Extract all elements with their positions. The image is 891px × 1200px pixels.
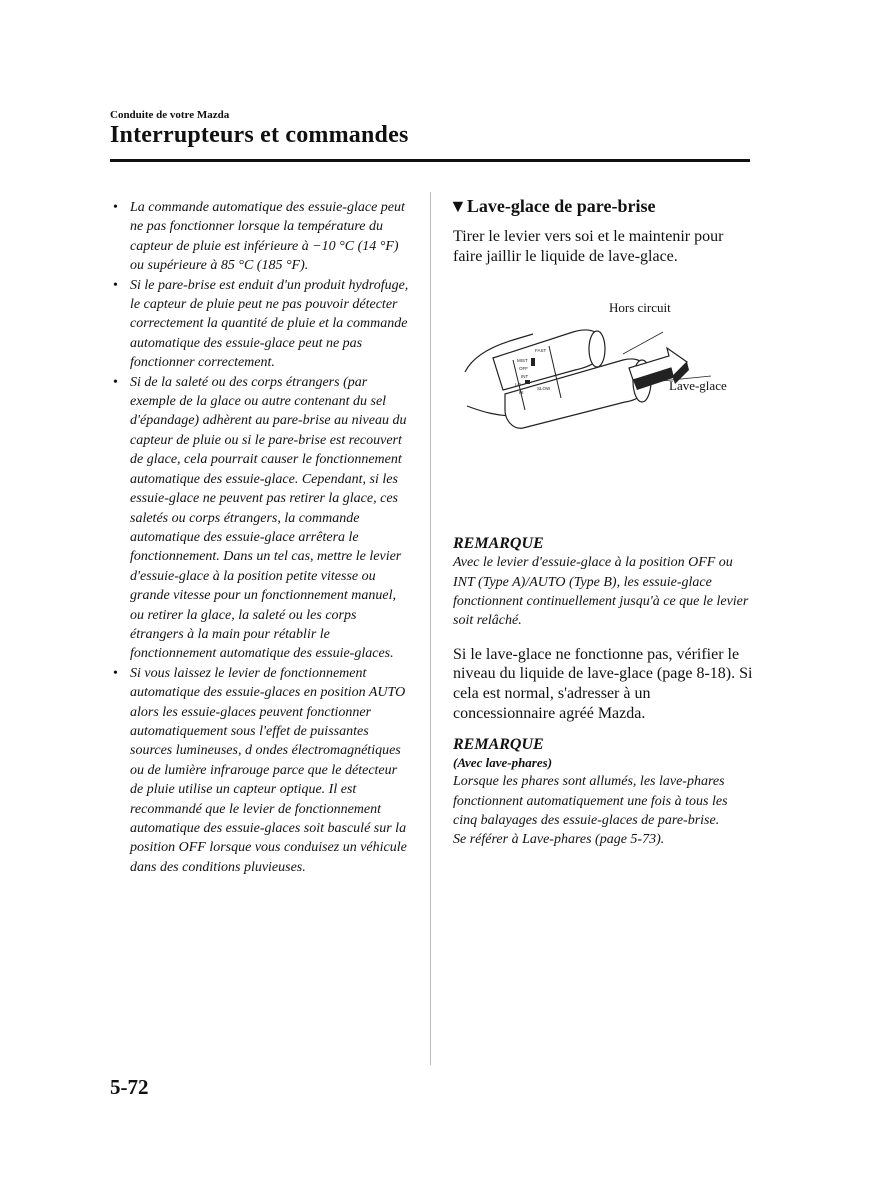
triangle-down-icon: ▼ bbox=[449, 196, 467, 216]
bullet-item bbox=[112, 664, 412, 877]
note-block-2 bbox=[453, 735, 753, 850]
column-divider bbox=[430, 192, 431, 1065]
bullet-text: Si vous laissez le levier de fonctionnement automatique des essuie-glaces en position AUTO alors les essuie-glaces peuvent fonctionner automatiquement sous l'effet de puissantes sources lumineuses, d ondes électromagnétiques ou de lumière infrarouge parce que le détecteur de pluie utilise un capteur optique. Il est recommandé que le levier de fonctionnement automatique des essuie-glaces soit basculé sur la position OFF lorsque vous conduisez un véhicule dans des conditions pluvieuses. bbox=[130, 665, 407, 875]
lever-mark: INT bbox=[521, 374, 529, 380]
bullet-text: La commande automatique des essuie-glace peut ne pas fonctionner lorsque la température du capteur de pluie est inférieure à −10 °C (14 °F) ou supérieure à 85 °C (185 °F). bbox=[130, 200, 405, 274]
label-lave-glace: Lave-glace bbox=[669, 378, 727, 394]
page-number: 5-72 bbox=[110, 1075, 149, 1099]
lever-mark: HI bbox=[519, 390, 524, 396]
right-column bbox=[449, 196, 753, 850]
bullet-list bbox=[112, 198, 412, 877]
bullet-dot: • bbox=[113, 277, 118, 293]
bullet-item bbox=[112, 198, 412, 276]
bullet-item bbox=[112, 276, 412, 373]
note-subtitle: (Avec lave-phares) bbox=[453, 755, 553, 771]
bullet-dot: • bbox=[113, 665, 118, 681]
section-title: ▼Lave-glace de pare-brise bbox=[449, 196, 656, 216]
left-column bbox=[112, 198, 412, 877]
wiper-lever-diagram bbox=[453, 300, 753, 462]
note-reference: Se référer à Lave-phares (page 5-73). bbox=[453, 832, 665, 848]
washer-check-paragraph: Si le lave-glace ne fonctionne pas, vérifier le niveau du liquide de lave-glace (page 8-18). Si cela est normal, s'adresser à un concessionnaire agréé Mazda. bbox=[453, 645, 753, 722]
lever-mark: MIST bbox=[517, 358, 528, 364]
intro-text: Tirer le levier vers soi et le maintenir pour faire jaillir le liquide de lave-glace. bbox=[453, 228, 724, 265]
lever-mark: FAST bbox=[535, 348, 547, 354]
lever-mark: LO bbox=[515, 382, 522, 388]
bullet-text: Si le pare-brise est enduit d'un produit hydrofuge, le capteur de pluie peut ne pas pouvoir détecter correctement la quantité de pluie et la commande automatique des essuie-glace peut ne pas fonctionner correctement. bbox=[130, 277, 409, 371]
bullet-dot: • bbox=[113, 374, 118, 390]
note-text: Lorsque les phares sont allumés, les lave-phares fonctionnent automatiquement une fois à tous les cinq balayages des essuie-glaces de pare-brise. bbox=[453, 774, 728, 828]
page-title: Interrupteurs et commandes bbox=[110, 122, 409, 148]
header-rule bbox=[110, 159, 750, 162]
note-title: REMARQUE bbox=[453, 736, 544, 754]
lever-mark: OFF bbox=[519, 366, 528, 372]
bullet-dot: • bbox=[113, 200, 118, 215]
note-block-1 bbox=[453, 534, 753, 631]
note-text: Avec le levier d'essuie-glace à la position OFF ou INT (Type A)/AUTO (Type B), les essuie-glace fonctionnent continuellement jusqu'à ce que le levier soit relâché. bbox=[453, 555, 749, 629]
bullet-text: Si de la saleté ou des corps étrangers (par exemple de la glace ou autre contenant du sel d'épandage) adhèrent au pare-brise au niveau du capteur de pluie ou si le pare-brise est recouvert de glace, cela pourrait causer le fonctionnement automatique des essuie-glace. Cependant, si les essuie-glace ne peuvent pas retirer la glace, ces saletés ou corps étrangers, la commande automatique des essuie-glace arrêtera le fonctionnement. Dans un tel cas, mettre le levier d'essuie-glace à la position petite vitesse ou grande vitesse pour un fonctionnement manuel, ou retirer la glace, la saleté ou les corps étrangers à la main pour rétablir le fonctionnement automatique des essuie-glaces. bbox=[130, 374, 407, 662]
running-header-section: Conduite de votre Mazda bbox=[110, 109, 230, 121]
lever-mark: SLOW bbox=[537, 386, 551, 392]
note-title: REMARQUE bbox=[453, 535, 544, 553]
label-hors-circuit: Hors circuit bbox=[609, 300, 671, 316]
bullet-item bbox=[112, 373, 412, 664]
